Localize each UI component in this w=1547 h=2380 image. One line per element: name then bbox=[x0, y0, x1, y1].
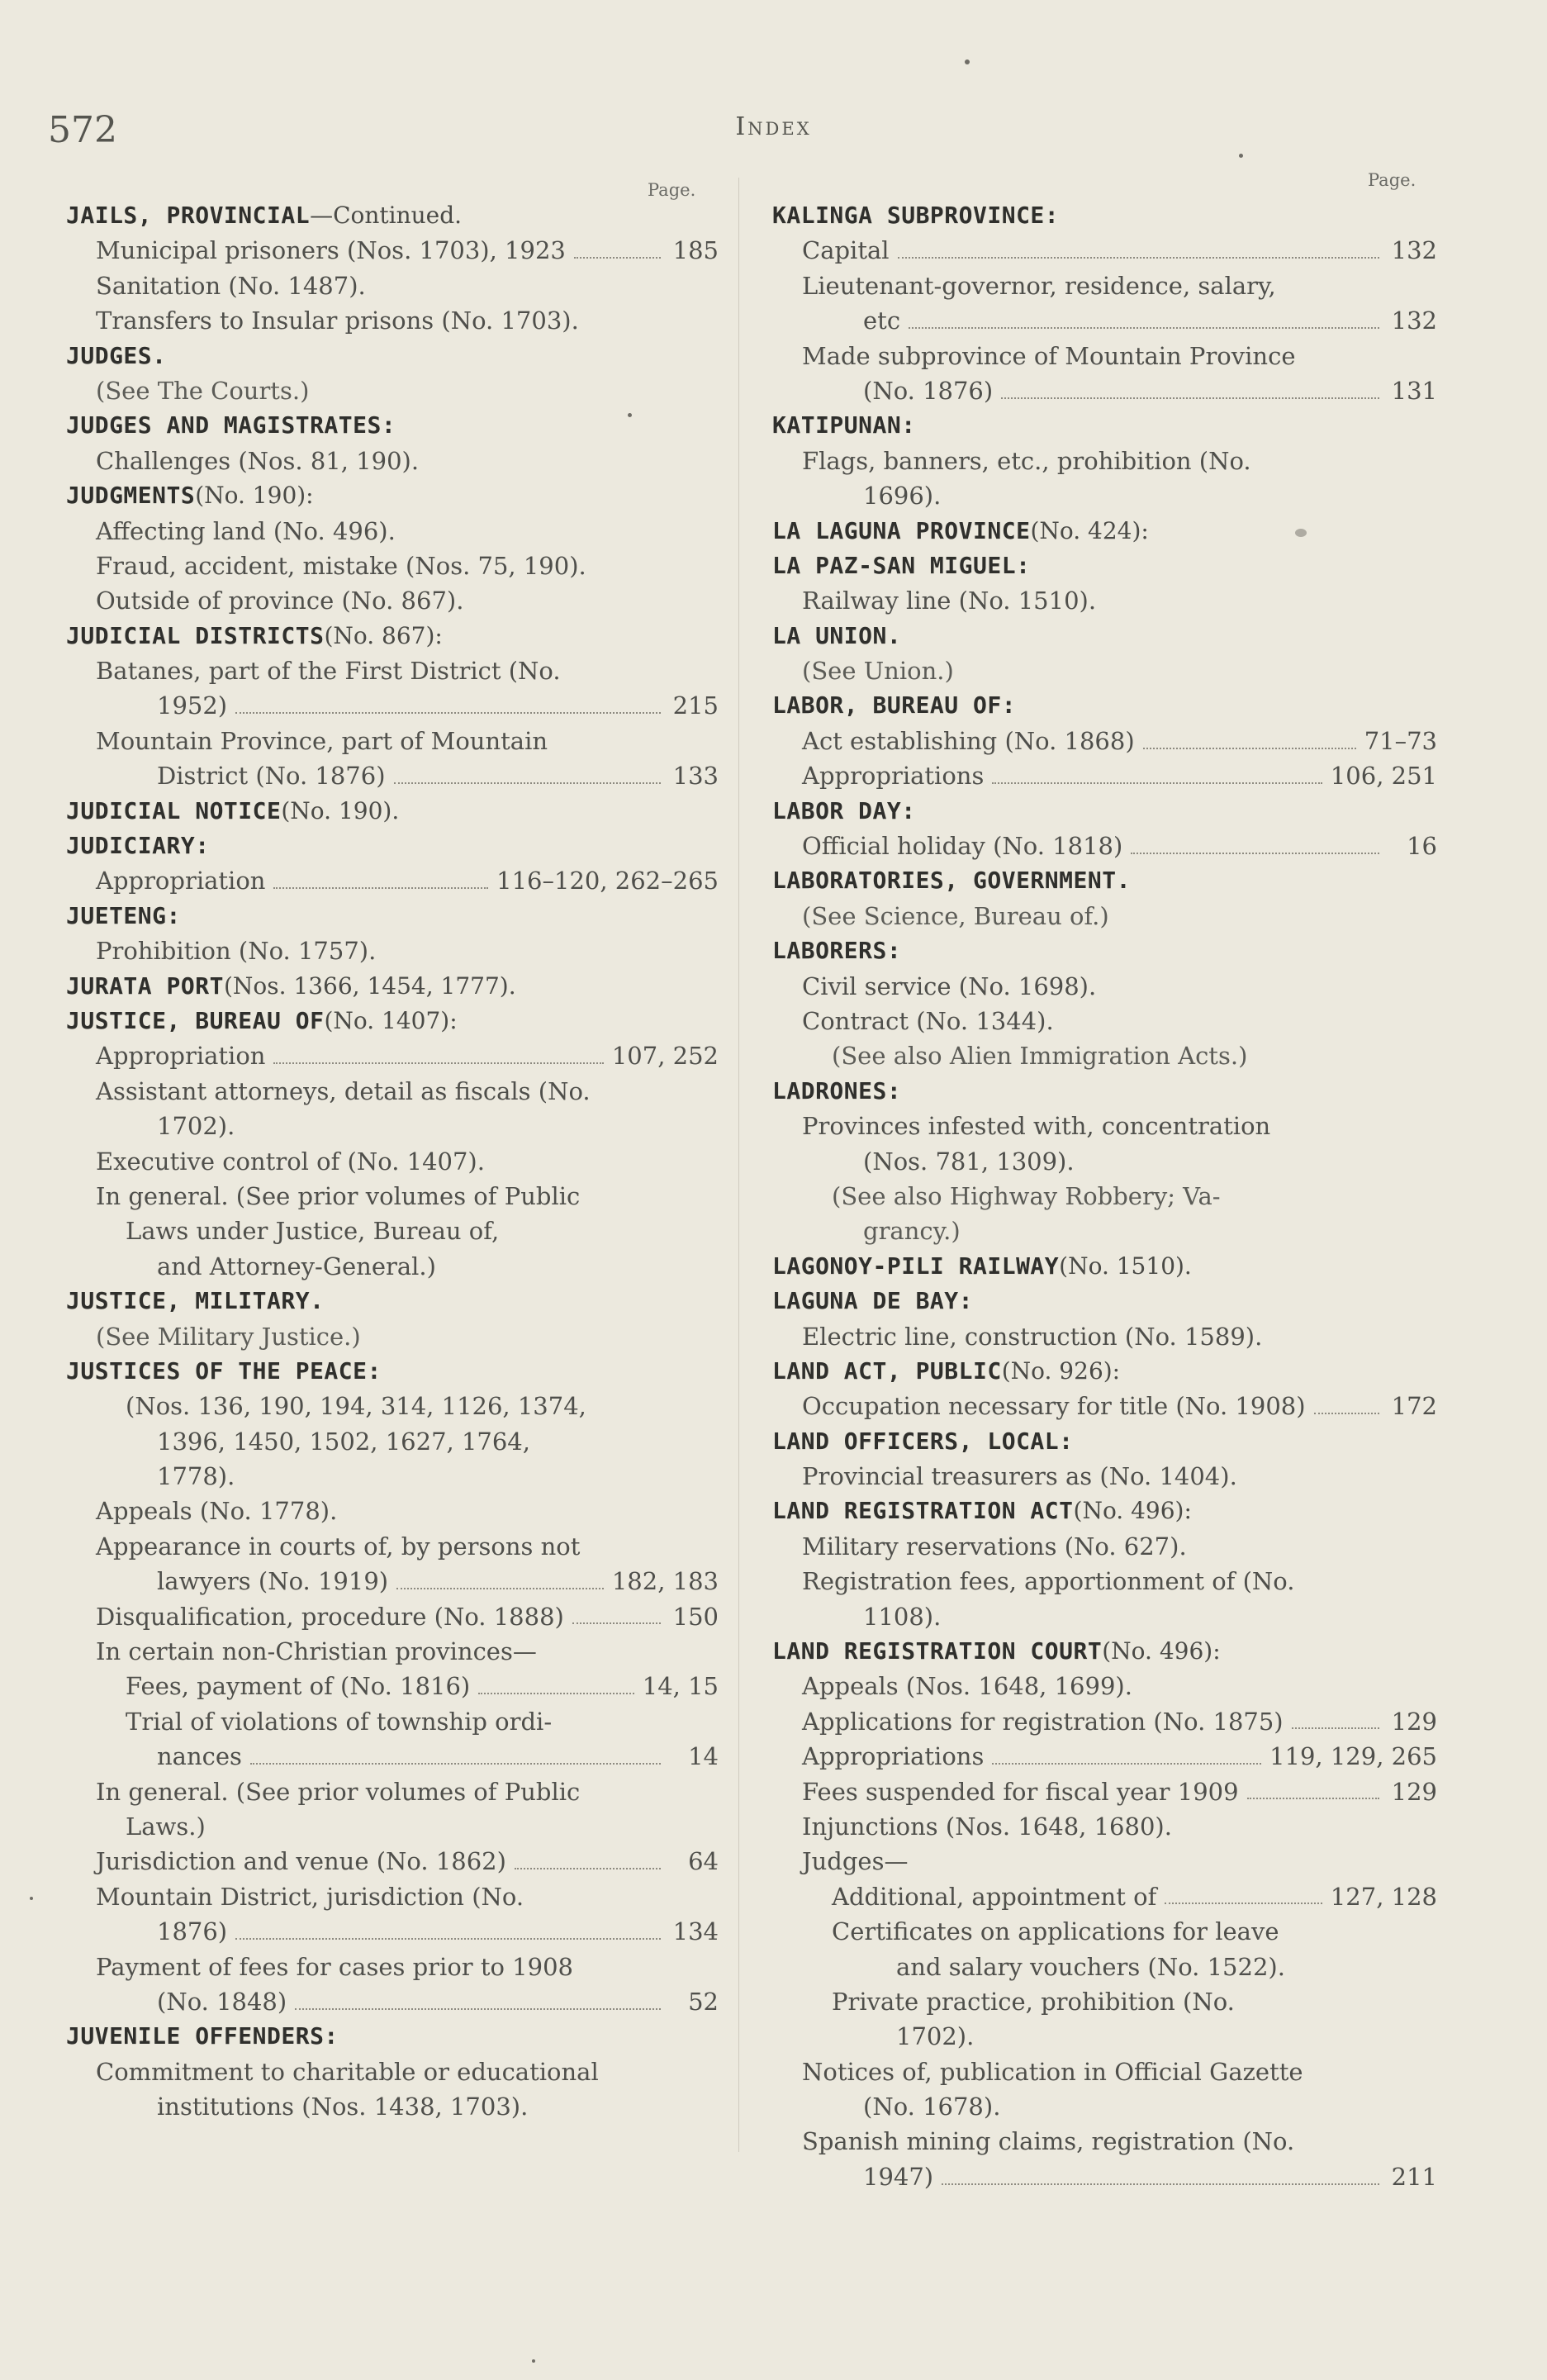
entry-text: Appropriations bbox=[802, 762, 985, 791]
entry-text: 1696). bbox=[863, 482, 942, 511]
index-entry bbox=[66, 1179, 719, 1214]
index-entry bbox=[66, 1424, 719, 1459]
index-heading bbox=[66, 1284, 719, 1318]
index-entry bbox=[66, 933, 719, 968]
page-reference: 215 bbox=[672, 691, 719, 720]
column-divider bbox=[738, 178, 739, 2152]
index-entry bbox=[66, 1564, 719, 1599]
entry-text: Fees suspended for fiscal year 1909 bbox=[802, 1777, 1239, 1806]
index-entry bbox=[772, 1144, 1437, 1179]
entry-text: Batanes, part of the First District (No. bbox=[96, 657, 561, 686]
index-entry bbox=[772, 1004, 1437, 1038]
index-entry bbox=[66, 1459, 719, 1494]
index-heading bbox=[66, 408, 719, 443]
entry-text: Act establishing (No. 1868) bbox=[802, 726, 1135, 755]
index-entry bbox=[772, 969, 1437, 1004]
page-reference: 127, 128 bbox=[1330, 1882, 1437, 1911]
dot-leader bbox=[273, 886, 488, 889]
heading-text: JUSTICE, BUREAU OF bbox=[66, 1006, 325, 1034]
dot-leader bbox=[574, 256, 661, 259]
dot-leader bbox=[1143, 747, 1356, 749]
heading-text: JUSTICE, MILITARY. bbox=[66, 1287, 325, 1315]
dot-leader bbox=[1131, 852, 1379, 854]
index-entry bbox=[66, 1739, 719, 1774]
index-entry bbox=[772, 1914, 1437, 1949]
see-reference bbox=[772, 1179, 1437, 1214]
entry-text: Appropriation bbox=[96, 1042, 266, 1071]
entry-text: Judges— bbox=[802, 1847, 909, 1876]
index-heading bbox=[772, 863, 1437, 898]
index-heading bbox=[772, 1074, 1437, 1109]
index-column-left bbox=[66, 198, 719, 2124]
entry-text: (See Union.) bbox=[802, 657, 954, 686]
index-entry bbox=[772, 2019, 1437, 2054]
entry-text: (See also Alien Immigration Acts.) bbox=[832, 1042, 1248, 1071]
dot-leader bbox=[909, 326, 1379, 329]
index-entry bbox=[66, 1599, 719, 1634]
index-entry bbox=[772, 303, 1437, 338]
entry-text: District (No. 1876) bbox=[157, 762, 386, 791]
paper-speck bbox=[1239, 154, 1243, 158]
index-entry bbox=[772, 268, 1437, 303]
entry-text: Executive control of (No. 1407). bbox=[96, 1147, 485, 1176]
index-heading bbox=[772, 408, 1437, 443]
index-entry bbox=[772, 1564, 1437, 1599]
entry-text: Appropriations bbox=[802, 1742, 985, 1771]
entry-text: Laws under Justice, Bureau of, bbox=[126, 1217, 500, 1246]
page-reference: 14, 15 bbox=[642, 1672, 719, 1701]
heading-reference: (No. 1407): bbox=[324, 1006, 458, 1034]
entry-text: Notices of, publication in Official Gazette bbox=[802, 2057, 1303, 2086]
paper-speck bbox=[1295, 529, 1307, 537]
index-heading bbox=[66, 829, 719, 863]
index-heading bbox=[66, 478, 719, 513]
dot-leader bbox=[1001, 397, 1379, 399]
entry-text: Outside of province (No. 867). bbox=[96, 587, 464, 615]
dot-leader bbox=[295, 2007, 661, 2010]
entry-text: Challenges (Nos. 81, 190). bbox=[96, 446, 420, 475]
entry-text: (See Science, Bureau of.) bbox=[802, 901, 1109, 930]
heading-text: JUDGMENTS bbox=[66, 482, 196, 510]
page-reference: 211 bbox=[1391, 2162, 1437, 2191]
page-reference: 106, 251 bbox=[1330, 762, 1437, 791]
entry-text: Provincial treasurers as (No. 1404). bbox=[802, 1462, 1237, 1491]
heading-text: LABOR DAY: bbox=[772, 796, 916, 824]
entry-text: lawyers (No. 1919) bbox=[157, 1567, 389, 1596]
index-heading bbox=[772, 1354, 1437, 1389]
entry-text: Electric line, construction (No. 1589). bbox=[802, 1322, 1263, 1351]
index-entry bbox=[66, 303, 719, 338]
index-heading bbox=[772, 549, 1437, 583]
page-reference: 172 bbox=[1391, 1392, 1437, 1421]
index-entry bbox=[66, 1214, 719, 1248]
index-heading bbox=[772, 794, 1437, 829]
index-entry bbox=[66, 444, 719, 478]
index-entry bbox=[66, 1144, 719, 1179]
page-reference: 185 bbox=[672, 236, 719, 265]
index-heading bbox=[772, 514, 1437, 549]
index-entry bbox=[66, 514, 719, 549]
entry-text: 1396, 1450, 1502, 1627, 1764, bbox=[157, 1427, 530, 1456]
index-entry bbox=[66, 1634, 719, 1669]
index-entry bbox=[772, 1389, 1437, 1423]
entry-text: 1702). bbox=[896, 2022, 975, 2051]
heading-reference: (No. 190): bbox=[195, 482, 314, 510]
entry-text: Appeals (No. 1778). bbox=[96, 1497, 338, 1526]
entry-text: Appearance in courts of, by persons not bbox=[96, 1532, 581, 1561]
entry-text: Injunctions (Nos. 1648, 1680). bbox=[802, 1812, 1172, 1841]
index-entry bbox=[66, 233, 719, 268]
page-reference: 129 bbox=[1391, 1707, 1437, 1736]
entry-text: Applications for registration (No. 1875) bbox=[802, 1707, 1284, 1736]
heading-text: KALINGA SUBPROVINCE: bbox=[772, 202, 1060, 229]
index-entry bbox=[772, 2055, 1437, 2089]
index-heading bbox=[772, 619, 1437, 653]
index-heading bbox=[66, 198, 719, 233]
heading-text: JURATA PORT bbox=[66, 971, 224, 1000]
entry-text: Disqualification, procedure (No. 1888) bbox=[96, 1602, 564, 1631]
index-entry bbox=[66, 724, 719, 758]
index-entry bbox=[772, 1529, 1437, 1564]
page-reference: 150 bbox=[672, 1602, 719, 1631]
index-entry bbox=[66, 758, 719, 793]
heading-reference: (No. 1510). bbox=[1059, 1252, 1192, 1280]
index-heading bbox=[772, 1494, 1437, 1528]
heading-text: JUDGES AND MAGISTRATES: bbox=[66, 411, 396, 439]
entry-text: grancy.) bbox=[863, 1217, 961, 1246]
index-entry bbox=[772, 758, 1437, 793]
entry-text: Affecting land (No. 496). bbox=[96, 516, 396, 545]
index-entry bbox=[66, 653, 719, 688]
entry-text: (See The Courts.) bbox=[96, 376, 310, 405]
index-entry bbox=[66, 1669, 719, 1703]
heading-reference: (No. 496): bbox=[1102, 1637, 1221, 1665]
see-reference bbox=[772, 1214, 1437, 1248]
heading-text: LAND REGISTRATION COURT bbox=[772, 1637, 1103, 1665]
entry-text: Made subprovince of Mountain Province bbox=[802, 341, 1296, 370]
index-entry bbox=[66, 1529, 719, 1564]
page-column-label-right: Page. bbox=[1368, 170, 1417, 190]
index-heading bbox=[66, 1004, 719, 1038]
entry-text: (No. 1876) bbox=[863, 376, 994, 405]
index-heading bbox=[772, 1249, 1437, 1284]
entry-text: 1947) bbox=[863, 2162, 934, 2191]
page-reference: 71–73 bbox=[1364, 726, 1437, 755]
index-heading bbox=[772, 933, 1437, 968]
entry-text: Private practice, prohibition (No. bbox=[832, 1987, 1235, 2016]
index-entry bbox=[772, 373, 1437, 408]
dot-leader bbox=[992, 781, 1322, 784]
entry-text: Fraud, accident, mistake (Nos. 75, 190). bbox=[96, 551, 586, 580]
heading-reference: (No. 496): bbox=[1073, 1497, 1192, 1525]
index-entry bbox=[66, 1809, 719, 1844]
heading-text: LA PAZ-SAN MIGUEL: bbox=[772, 551, 1031, 579]
heading-reference: (Nos. 1366, 1454, 1777). bbox=[223, 971, 516, 1000]
entry-text: 1702). bbox=[157, 1112, 235, 1141]
index-heading bbox=[66, 619, 719, 653]
index-entry bbox=[772, 1950, 1437, 1984]
dot-leader bbox=[992, 1762, 1261, 1765]
index-entry bbox=[66, 1704, 719, 1739]
paper-speck bbox=[532, 2359, 535, 2363]
entry-text: Transfers to Insular prisons (No. 1703). bbox=[96, 306, 579, 335]
entry-text: Military reservations (No. 627). bbox=[802, 1532, 1187, 1561]
entry-text: Fees, payment of (No. 1816) bbox=[126, 1672, 471, 1701]
page-reference: 64 bbox=[688, 1847, 719, 1876]
entry-text: Additional, appointment of bbox=[832, 1882, 1157, 1911]
heading-reference: (No. 190). bbox=[281, 796, 400, 824]
dot-leader bbox=[1292, 1727, 1379, 1729]
index-heading bbox=[66, 2019, 719, 2054]
heading-text: LAGUNA DE BAY: bbox=[772, 1287, 974, 1315]
heading-text: LAND REGISTRATION ACT bbox=[772, 1497, 1074, 1525]
entry-text: (No. 1848) bbox=[157, 1987, 287, 2016]
index-heading bbox=[772, 1634, 1437, 1669]
entry-text: Flags, banners, etc., prohibition (No. bbox=[802, 446, 1251, 475]
index-entry bbox=[772, 1984, 1437, 2019]
entry-text: In general. (See prior volumes of Public bbox=[96, 1777, 581, 1806]
index-entry bbox=[66, 1109, 719, 1143]
entry-text: Mountain Province, part of Mountain bbox=[96, 726, 548, 755]
index-entry bbox=[772, 1109, 1437, 1143]
index-entry bbox=[772, 339, 1437, 373]
heading-reference: (No. 424): bbox=[1030, 516, 1149, 544]
index-heading bbox=[772, 198, 1437, 233]
index-entry bbox=[66, 1774, 719, 1809]
heading-reference: (No. 867): bbox=[324, 621, 443, 649]
index-entry bbox=[66, 1038, 719, 1073]
index-heading bbox=[772, 1284, 1437, 1318]
heading-text: JUDICIARY: bbox=[66, 832, 210, 860]
entry-text: Lieutenant-governor, residence, salary, bbox=[802, 271, 1276, 300]
heading-text: LA UNION. bbox=[772, 621, 902, 649]
page-reference: 14 bbox=[688, 1742, 719, 1771]
page-reference: 131 bbox=[1391, 376, 1437, 405]
see-reference bbox=[772, 899, 1437, 933]
index-heading bbox=[66, 1354, 719, 1389]
index-entry bbox=[66, 1950, 719, 1984]
entry-text: Provinces infested with, concentration bbox=[802, 1112, 1271, 1141]
dot-leader bbox=[515, 1867, 661, 1869]
index-entry bbox=[66, 1249, 719, 1284]
dot-leader bbox=[1247, 1797, 1379, 1799]
entry-text: (See Military Justice.) bbox=[96, 1322, 361, 1351]
index-entry bbox=[66, 863, 719, 898]
entry-text: Appropriation bbox=[96, 867, 266, 895]
page-reference: 52 bbox=[688, 1987, 719, 2016]
index-entry bbox=[772, 1774, 1437, 1809]
heading-text: JAILS, PROVINCIAL bbox=[66, 202, 311, 229]
index-entry bbox=[66, 1844, 719, 1879]
page-column-label-left: Page. bbox=[648, 180, 696, 200]
index-entry bbox=[772, 2159, 1437, 2194]
heading-text: JUVENILE OFFENDERS: bbox=[66, 2022, 339, 2050]
index-entry bbox=[66, 549, 719, 583]
heading-text: JUDICIAL DISTRICTS bbox=[66, 621, 325, 649]
entry-text: Payment of fees for cases prior to 1908 bbox=[96, 1952, 573, 1981]
index-column-right bbox=[772, 198, 1437, 2194]
page-reference: 107, 252 bbox=[611, 1042, 719, 1071]
index-entry bbox=[772, 829, 1437, 863]
entry-text: Contract (No. 1344). bbox=[802, 1006, 1054, 1035]
dot-leader bbox=[250, 1762, 661, 1765]
entry-text: Official holiday (No. 1818) bbox=[802, 832, 1123, 861]
index-entry bbox=[772, 1809, 1437, 1844]
paper-speck bbox=[628, 413, 632, 417]
index-heading bbox=[66, 339, 719, 373]
entry-text: 1778). bbox=[157, 1462, 235, 1491]
dot-leader bbox=[478, 1692, 634, 1694]
page-reference: 132 bbox=[1391, 236, 1437, 265]
entry-text: Assistant attorneys, detail as fiscals (No. bbox=[96, 1076, 591, 1105]
index-entry bbox=[66, 2089, 719, 2124]
see-reference bbox=[66, 1319, 719, 1354]
entry-text: Jurisdiction and venue (No. 1862) bbox=[96, 1847, 506, 1876]
entry-text: Appeals (Nos. 1648, 1699). bbox=[802, 1672, 1132, 1701]
index-entry bbox=[772, 233, 1437, 268]
page-reference: 16 bbox=[1407, 832, 1437, 861]
entry-text: 1876) bbox=[157, 1917, 228, 1946]
page-reference: 132 bbox=[1391, 306, 1437, 335]
page-reference: 182, 183 bbox=[611, 1567, 719, 1596]
heading-text: LABORERS: bbox=[772, 937, 902, 965]
index-entry bbox=[66, 1914, 719, 1949]
heading-text: JUSTICES OF THE PEACE: bbox=[66, 1356, 382, 1385]
dot-leader bbox=[1165, 1902, 1322, 1904]
index-entry bbox=[772, 478, 1437, 513]
entry-text: (Nos. 781, 1309). bbox=[863, 1147, 1075, 1176]
dot-leader bbox=[273, 1062, 603, 1064]
heading-text: LA LAGUNA PROVINCE bbox=[772, 516, 1031, 544]
page-reference: 116–120, 262–265 bbox=[496, 867, 719, 895]
dot-leader bbox=[235, 711, 661, 714]
entry-text: 1952) bbox=[157, 691, 228, 720]
page-reference: 119, 129, 265 bbox=[1269, 1742, 1437, 1771]
dot-leader bbox=[396, 1587, 604, 1589]
heading-text: LAGONOY-PILI RAILWAY bbox=[772, 1252, 1060, 1280]
entry-text: Mountain District, jurisdiction (No. bbox=[96, 1882, 524, 1911]
index-entry bbox=[66, 2055, 719, 2089]
entry-text: (See also Highway Robbery; Va- bbox=[832, 1181, 1221, 1210]
page-title: Index bbox=[735, 112, 812, 141]
entry-text: In certain non-Christian provinces— bbox=[96, 1637, 537, 1666]
entry-text: Trial of violations of township ordi- bbox=[126, 1707, 553, 1736]
heading-text: LAND OFFICERS, LOCAL: bbox=[772, 1427, 1074, 1455]
dot-leader bbox=[572, 1622, 661, 1624]
paper-speck bbox=[965, 59, 970, 64]
page-reference: 129 bbox=[1391, 1777, 1437, 1806]
index-entry bbox=[772, 1599, 1437, 1634]
entry-text: Capital bbox=[802, 236, 890, 265]
index-entry bbox=[772, 583, 1437, 618]
entry-text: etc bbox=[863, 306, 901, 335]
index-entry bbox=[772, 1704, 1437, 1739]
index-entry bbox=[772, 444, 1437, 478]
index-entry bbox=[66, 1984, 719, 2019]
index-entry bbox=[66, 1879, 719, 1914]
entry-text: and salary vouchers (No. 1522). bbox=[896, 1952, 1285, 1981]
heading-text: JUDICIAL NOTICE bbox=[66, 796, 282, 824]
paper-speck bbox=[30, 1897, 33, 1900]
heading-text: LABOR, BUREAU OF: bbox=[772, 691, 1017, 720]
see-reference bbox=[772, 1038, 1437, 1073]
heading-text: LAND ACT, PUBLIC bbox=[772, 1356, 1002, 1385]
heading-text: JUDGES. bbox=[66, 341, 167, 369]
entry-text: Occupation necessary for title (No. 1908) bbox=[802, 1392, 1306, 1421]
entry-text: 1108). bbox=[863, 1602, 942, 1631]
entry-text: nances bbox=[157, 1742, 242, 1771]
entry-text: Certificates on applications for leave bbox=[832, 1917, 1279, 1946]
entry-text: institutions (Nos. 1438, 1703). bbox=[157, 2093, 529, 2121]
entry-text: Prohibition (No. 1757). bbox=[96, 937, 377, 966]
index-entry bbox=[66, 268, 719, 303]
index-heading bbox=[66, 899, 719, 933]
page-reference: 133 bbox=[672, 762, 719, 791]
index-heading bbox=[772, 1424, 1437, 1459]
heading-text: KATIPUNAN: bbox=[772, 411, 916, 439]
see-reference bbox=[772, 653, 1437, 688]
entry-text: Registration fees, apportionment of (No. bbox=[802, 1567, 1295, 1596]
index-entry bbox=[66, 1389, 719, 1423]
index-heading bbox=[66, 969, 719, 1004]
index-entry bbox=[66, 1074, 719, 1109]
heading-reference: —Continued. bbox=[310, 202, 463, 229]
index-entry bbox=[772, 1669, 1437, 1703]
index-entry bbox=[772, 1879, 1437, 1914]
dot-leader bbox=[942, 2183, 1379, 2185]
index-entry bbox=[66, 688, 719, 723]
dot-leader bbox=[898, 256, 1379, 259]
heading-text: LABORATORIES, GOVERNMENT. bbox=[772, 867, 1131, 895]
page-number: 572 bbox=[48, 109, 117, 151]
entry-text: Sanitation (No. 1487). bbox=[96, 271, 366, 300]
index-entry bbox=[772, 2089, 1437, 2124]
dot-leader bbox=[235, 1937, 661, 1940]
dot-leader bbox=[394, 781, 661, 784]
entry-text: and Attorney-General.) bbox=[157, 1252, 436, 1280]
index-entry bbox=[66, 1494, 719, 1528]
index-entry bbox=[772, 2124, 1437, 2159]
entry-text: Commitment to charitable or educational bbox=[96, 2057, 599, 2086]
see-reference bbox=[66, 373, 719, 408]
entry-text: Railway line (No. 1510). bbox=[802, 587, 1097, 615]
entry-text: In general. (See prior volumes of Public bbox=[96, 1181, 581, 1210]
index-entry bbox=[772, 724, 1437, 758]
entry-text: Civil service (No. 1698). bbox=[802, 971, 1097, 1000]
entry-text: (No. 1678). bbox=[863, 2093, 1001, 2121]
heading-text: JUETENG: bbox=[66, 901, 181, 929]
entry-text: Municipal prisoners (Nos. 1703), 1923 bbox=[96, 236, 566, 265]
entry-text: Laws.) bbox=[126, 1812, 206, 1841]
index-heading bbox=[772, 688, 1437, 723]
entry-text: (Nos. 136, 190, 194, 314, 1126, 1374, bbox=[126, 1392, 586, 1421]
index-entry bbox=[772, 1739, 1437, 1774]
index-heading bbox=[66, 794, 719, 829]
heading-reference: (No. 926): bbox=[1001, 1356, 1121, 1385]
page-reference: 134 bbox=[672, 1917, 719, 1946]
index-entry bbox=[772, 1844, 1437, 1879]
index-entry bbox=[772, 1319, 1437, 1354]
dot-leader bbox=[1314, 1412, 1379, 1414]
index-entry bbox=[66, 583, 719, 618]
heading-text: LADRONES: bbox=[772, 1076, 902, 1104]
index-entry bbox=[772, 1459, 1437, 1494]
entry-text: Spanish mining claims, registration (No. bbox=[802, 2127, 1295, 2156]
